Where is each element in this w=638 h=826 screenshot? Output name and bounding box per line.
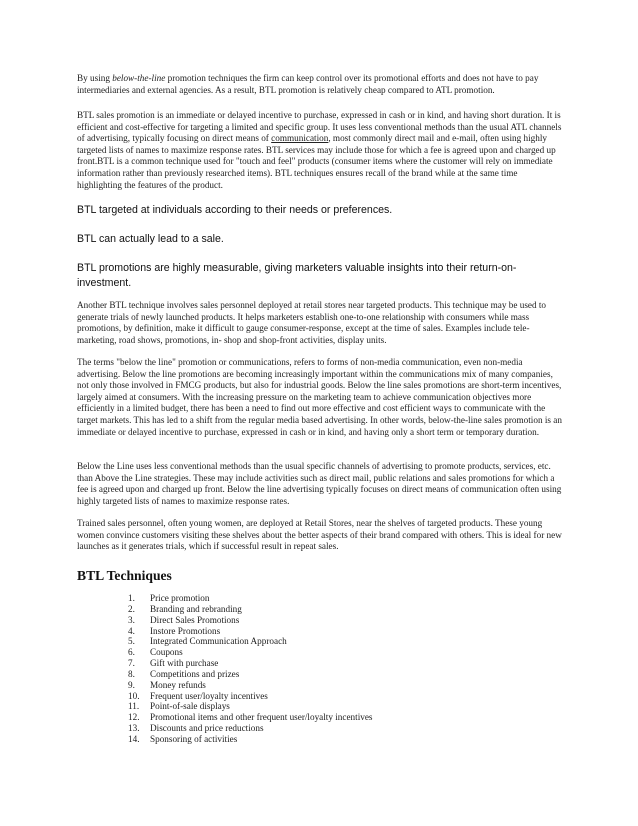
intro-text-before: By using — [77, 73, 113, 83]
communication-link[interactable]: communication — [271, 133, 329, 144]
below-the-line-terms-paragraph: The terms "below the line" promotion or communications, refers to forms of non-media communication, even non-media advertising. Below the line promotions are becoming increasingly important within the communications mix of many companies, not only those involved in FMCG products, but also for industrial goods. Below the line sales promotions are short-term incentives, largely aimed at consumers. With the increasing pressure on the marketing team to achieve communication objectives more efficiently in a limited budget, there has been a need to find out more effective and cost efficient ways to communicate with the target markets. This has led to a shift from the regular media based advertising. In other words, below-the-line sales promotion is an immediate or delayed incentive to purchase, expressed in cash or in kind, and having only a short term or temporary duration. — [77, 357, 562, 437]
list-item — [128, 680, 373, 691]
list-item-number: 8. — [128, 668, 135, 679]
list-item — [128, 691, 373, 702]
trained-personnel-paragraph: Trained sales personnel, often young women, are deployed at Retail Stores, near the shelves of targeted products. These young women convince customers visiting these shelves about the better aspects of their brand compared with others. This is ideal for new launches as it generates trials, which if successful result in repeat sales. — [77, 518, 562, 552]
list-item-number: 10. — [128, 690, 140, 701]
list-item — [128, 734, 373, 745]
list-item — [128, 647, 373, 658]
intro-text-after: promotion techniques the firm can keep control over its promotional efforts and does not have to pay intermediaries and external agencies. As a result, BTL promotion is relatively cheap compared to ATL promotion. — [77, 73, 539, 95]
list-item-number: 9. — [128, 679, 135, 690]
list-item-text: Integrated Communication Approach — [150, 636, 287, 647]
list-item-text: Direct Sales Promotions — [150, 614, 240, 625]
btl-techniques-list — [128, 593, 373, 745]
list-item — [128, 723, 373, 734]
list-item-number: 6. — [128, 647, 135, 658]
list-item-text: Instore Promotions — [150, 625, 221, 636]
list-item — [128, 636, 373, 647]
list-item-number: 5. — [128, 636, 135, 647]
list-item-number: 7. — [128, 658, 135, 669]
paragraph-text-before: BTL sales promotion is an immediate or delayed incentive to purchase, expressed in cash or in kind, and having short duration. It is efficient and cost-effective for targeting a limited and specific group. It uses less conventional methods than the usual ATL channels of advertising, typically focusing on direct means of — [77, 110, 562, 144]
list-item-number: 12. — [128, 712, 140, 723]
list-item-text: Price promotion — [150, 593, 210, 603]
bullet-lead-to-sale: BTL can actually lead to a sale. — [77, 233, 224, 245]
list-item-number: 1. — [128, 593, 135, 603]
list-item — [128, 669, 373, 680]
list-item-text: Promotional items and other frequent user/loyalty incentives — [150, 712, 373, 723]
list-item — [128, 604, 373, 615]
list-item-number: 3. — [128, 614, 135, 625]
bullet-individuals: BTL targeted at individuals according to their needs or preferences. — [77, 204, 393, 216]
list-item — [128, 615, 373, 626]
list-item-text: Sponsoring of activities — [150, 733, 238, 744]
list-item-text: Frequent user/loyalty incentives — [150, 690, 268, 701]
list-item — [128, 658, 373, 669]
list-item-text: Coupons — [150, 647, 183, 658]
list-item — [128, 701, 373, 712]
below-the-line-methods-paragraph: Below the Line uses less conventional methods than the usual specific channels of advertising to promote products, services, etc. than Above the Line strategies. These may include activities such as direct mail, public relations and sales promotions for which a fee is agreed upon and charged up front. Below the line advertising typically focuses on direct means of communication often using highly targeted lists of names to maximize response rates. — [77, 461, 562, 506]
list-item-text: Discounts and price reductions — [150, 723, 264, 734]
btl-sales-promotion-paragraph — [77, 110, 563, 191]
list-item-text: Competitions and prizes — [150, 668, 240, 679]
list-item — [128, 712, 373, 723]
intro-paragraph — [77, 73, 563, 96]
list-item-text: Money refunds — [150, 679, 206, 690]
intro-emphasis: below-the-line — [112, 73, 166, 83]
paragraph-text-after: , most commonly direct mail and e-mail, often using highly targeted lists of names to maximize response rates. BTL services may include those for which a fee is agreed upon and charged up front.BTL is a common technique used for "touch and feel" products (consumer items where the customer will rely on immediate information rather than previously researched items). BTL techniques ensures recall of the brand while at the same time highlighting the features of the product. — [77, 133, 556, 190]
list-item-text: Branding and rebranding — [150, 603, 242, 614]
list-item — [128, 626, 373, 637]
btl-techniques-heading: BTL Techniques — [77, 568, 172, 583]
list-item-number: 11. — [128, 701, 140, 712]
sales-personnel-paragraph: Another BTL technique involves sales personnel deployed at retail stores near targeted products. This technique may be used to generate trials of newly launched products. It helps marketers establish one-to-one relationship with consumers while mass promotions, by definition, make it difficult to gauge consumer-response, except at the time of sales. Examples include tele-marketing, road shows, promotions, in- shop and shop-front activities, display units. — [77, 300, 547, 345]
bullet-measurable: BTL promotions are highly measurable, giving marketers valuable insights into their return-on-investment. — [77, 262, 517, 289]
list-item-number: 14. — [128, 733, 140, 744]
list-item-number: 13. — [128, 723, 140, 734]
list-item — [128, 593, 373, 604]
list-item-text: Point-of-sale displays — [150, 701, 230, 712]
list-item-number: 4. — [128, 625, 135, 636]
list-item-number: 2. — [128, 603, 135, 614]
list-item-text: Gift with purchase — [150, 658, 219, 669]
